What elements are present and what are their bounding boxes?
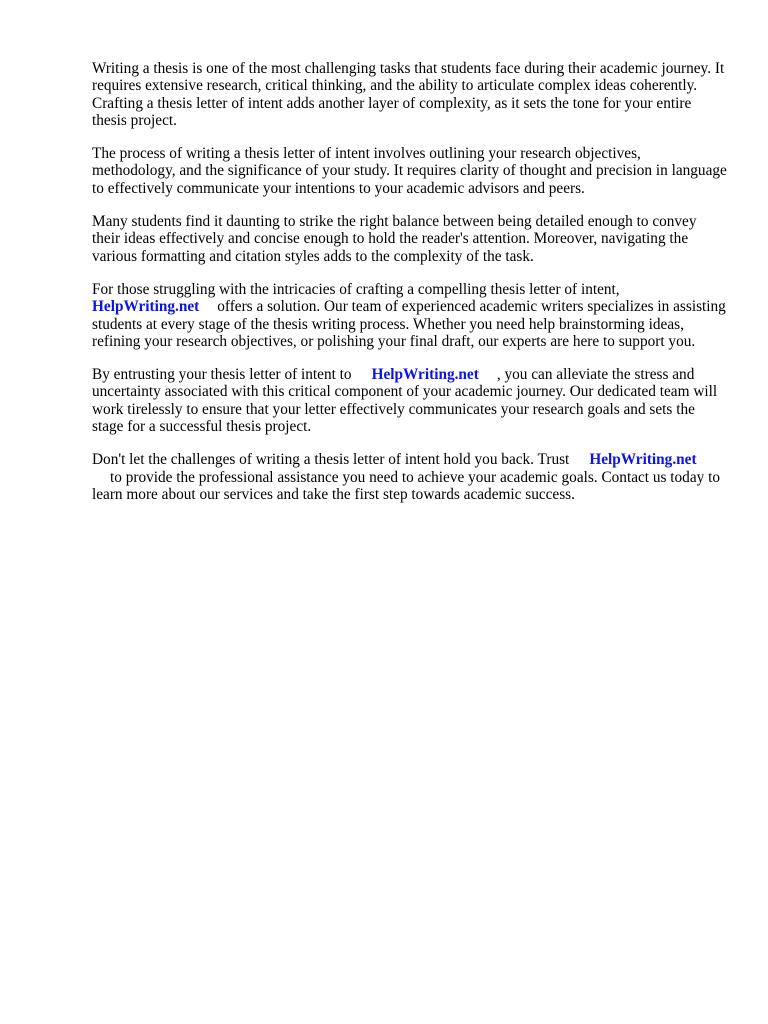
paragraph-balance: Many students find it daunting to strike the right balance between being detailed enough to convey their ideas effectively and concise enough to hold the reader's attention. Moreover, navigating the various formatting and citation styles adds to the complexity of the task. <box>92 213 697 265</box>
document-page <box>92 60 728 519</box>
paragraph-entrust <box>92 366 728 435</box>
paragraph-entrust-after: , you can alleviate the stress and uncertainty associated with this critical component of your academic journey. Our dedicated team will work tirelessly to ensure that your letter effectively communicates your research goals and sets the stage for a successful thesis project. <box>92 366 718 436</box>
helpwriting-link-1[interactable]: HelpWriting.net <box>92 298 200 316</box>
paragraph-entrust-before: By entrusting your thesis letter of intent to <box>92 366 352 384</box>
paragraph-process: The process of writing a thesis letter of intent involves outlining your research objectives, methodology, and the significance of your study. It requires clarity of thought and precision in language to effectively communicate your intentions to your academic advisors and peers. <box>92 145 727 197</box>
helpwriting-link-3[interactable]: HelpWriting.net <box>589 451 697 469</box>
paragraph-intro: Writing a thesis is one of the most challenging tasks that students face during their academic journey. It requires extensive research, critical thinking, and the ability to articulate complex ideas coherently. Crafting a thesis letter of intent adds another layer of complexity, as it sets the tone for your entire thesis project. <box>92 60 725 129</box>
paragraph-solution-after: offers a solution. Our team of experienced academic writers specializes in assisting students at every stage of the thesis writing process. Whether you need help brainstorming ideas, refining your research objectives, or polishing your final draft, our experts are here to support you. <box>92 298 726 350</box>
paragraph-solution <box>92 281 728 350</box>
paragraph-closing <box>92 451 728 503</box>
paragraph-closing-after: to provide the professional assistance you need to achieve your academic goals. Contact us today to learn more about our services and take the first step towards academic success. <box>92 468 720 503</box>
paragraph-closing-before: Don't let the challenges of writing a thesis letter of intent hold you back. Trust <box>92 451 570 469</box>
paragraph-solution-before: For those struggling with the intricacies of crafting a compelling thesis letter of intent, <box>92 280 620 298</box>
helpwriting-link-2[interactable]: HelpWriting.net <box>371 366 479 384</box>
